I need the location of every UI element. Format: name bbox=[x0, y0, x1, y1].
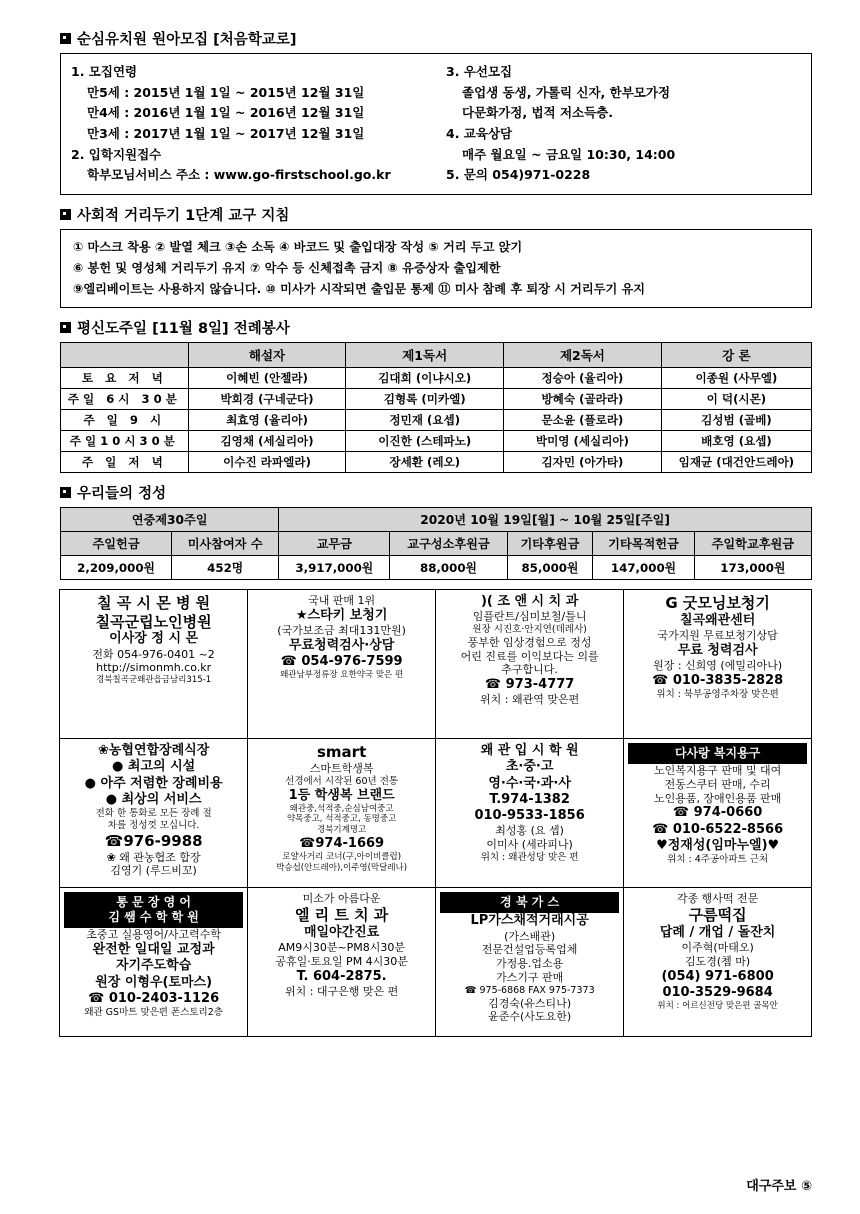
ad-line: AM9시30분~PM8시30분 bbox=[278, 941, 406, 955]
col-header: 제1독서 bbox=[346, 342, 504, 367]
col-header: 제2독서 bbox=[504, 342, 662, 367]
ad-line: 경북기계명고 bbox=[316, 825, 367, 836]
square-bullet-icon bbox=[60, 322, 71, 333]
distancing-box bbox=[60, 229, 812, 308]
table-row bbox=[61, 409, 812, 430]
ad-smart-school-uniform bbox=[247, 738, 436, 888]
col-header bbox=[61, 342, 189, 367]
ad-line: ☎ 010-6522-8566 bbox=[652, 821, 784, 837]
ad-line: 각종 행사떡 전문 bbox=[676, 892, 759, 906]
ad-line: (국가보조금 최대131만원) bbox=[277, 623, 406, 637]
col-header: 기타목적헌금 bbox=[593, 531, 694, 555]
ad-line: 로얄사거리 코너(구,아이비클럽) bbox=[282, 851, 402, 862]
section-title-text: 우리들의 정성 bbox=[77, 485, 167, 502]
cell: 이 덕(시몬) bbox=[661, 388, 811, 409]
ad-line: 김영기 (루드비꼬) bbox=[110, 864, 197, 878]
kindergarten-right-col bbox=[430, 62, 805, 186]
ad-line: 노인복지용구 판매 및 대여 bbox=[653, 764, 782, 778]
ad-line: 1등 학생복 브랜드 bbox=[288, 787, 395, 803]
col-header: 교무금 bbox=[279, 531, 390, 555]
ad-line: 무료청력검사·상담 bbox=[288, 637, 395, 653]
ad-elite-dental bbox=[247, 887, 436, 1037]
section-title-text: 순심유치원 원아모집 [처음학교로] bbox=[77, 32, 297, 48]
cell: 이진한 (스테파노) bbox=[346, 430, 504, 451]
cell: 85,000원 bbox=[507, 555, 593, 579]
ad-line: 위치 : 어르신전당 맞은편 골목안 bbox=[657, 1001, 778, 1012]
ad-line: 완전한 일대일 교정과 bbox=[92, 942, 215, 958]
ad-line: ★스타키 보청기 bbox=[295, 607, 388, 623]
ad-line: 가정용.업소용 bbox=[495, 957, 564, 971]
ad-line: 박승섭(안드레아),이주영(막달레나) bbox=[276, 862, 408, 873]
section-title-distancing bbox=[60, 204, 812, 225]
cell: 주일10시30분 bbox=[61, 430, 189, 451]
liturgy-table bbox=[60, 342, 812, 473]
ad-line: smart bbox=[317, 743, 367, 762]
ad-line: 임플란트/심미보철/틀니 bbox=[472, 610, 587, 624]
ad-line: ☎ 010-3835-2828 bbox=[652, 672, 784, 688]
table-row bbox=[61, 388, 812, 409]
ad-line: 010-3529-9684 bbox=[662, 984, 773, 1000]
col-header: 연중제30주일 bbox=[61, 507, 279, 531]
ad-line: 영·수·국·과·사 bbox=[488, 775, 571, 791]
ad-header-line: 김 쌤 수 학 학 원 bbox=[108, 910, 199, 925]
ad-line: 경북칠곡군왜관읍금남리315-1 bbox=[96, 675, 212, 686]
ad-line: 차를 정성껏 모십니다. bbox=[107, 820, 200, 832]
ad-line: 윤준수(사도요한) bbox=[488, 1010, 572, 1024]
cell: 토 요 저 녁 bbox=[61, 367, 189, 388]
cell: 452명 bbox=[172, 555, 279, 579]
ad-line: ☎974-1669 bbox=[299, 835, 385, 851]
ad-line: 스마트학생복 bbox=[309, 761, 374, 775]
ad-line: 칠곡군립노인병원 bbox=[95, 612, 212, 631]
ad-line: 최성홍 (요 셉) bbox=[495, 824, 564, 838]
cell: 최효영 (율리아) bbox=[188, 409, 346, 430]
col-header: 교구성소후원금 bbox=[390, 531, 507, 555]
ad-line: 무료 청력검사 bbox=[677, 642, 758, 658]
list-item: 다문화가정, 법적 저소득층. bbox=[462, 105, 614, 121]
table-row bbox=[61, 555, 812, 579]
cell: 88,000원 bbox=[390, 555, 507, 579]
ad-line: 이주혁(마태오) bbox=[681, 941, 754, 955]
ad-line: 위치 : 대구은행 맞은 편 bbox=[284, 984, 399, 998]
list-item: 2. 입학지원접수 bbox=[71, 146, 162, 162]
cell: 박희경 (구네군다) bbox=[188, 388, 346, 409]
ad-line: 가스기구 판매 bbox=[495, 970, 564, 984]
ad-line: 전화 054-976-0401 ~2 bbox=[92, 647, 215, 661]
cell: 2,209,000원 bbox=[61, 555, 172, 579]
ad-line: 전동스쿠터 판매, 수리 bbox=[664, 777, 771, 791]
cell: 장세환 (레오) bbox=[346, 451, 504, 472]
ad-line: 원장 : 신희영 (에밀리아나) bbox=[653, 658, 783, 672]
ad-line: 자기주도학습 bbox=[115, 958, 192, 974]
ad-line: 엘 리 트 치 과 bbox=[294, 906, 389, 925]
ad-line: 약목중고, 석적중고, 동명중고 bbox=[286, 814, 397, 825]
col-header: 주일학교후원금 bbox=[694, 531, 811, 555]
cell: 김영채 (세실리아) bbox=[188, 430, 346, 451]
cell: 임재균 (대건안드레아) bbox=[661, 451, 811, 472]
ad-line: 이미사 (세라피나) bbox=[486, 838, 573, 852]
ad-line: 칠 곡 시 몬 병 원 bbox=[97, 593, 211, 612]
cell: 김성범 (골베) bbox=[661, 409, 811, 430]
cell: 주일 6시 30분 bbox=[61, 388, 189, 409]
cell: 주 일 저 녁 bbox=[61, 451, 189, 472]
ad-header-line: 경 북 가 스 bbox=[500, 895, 560, 910]
cell: 이수진 라파엘라) bbox=[188, 451, 346, 472]
ad-line: 칠곡왜관센터 bbox=[679, 612, 756, 628]
ad-header bbox=[628, 743, 807, 764]
ad-line: 국가지원 무료보청기상담 bbox=[657, 628, 778, 642]
ad-line: 원장 이형우(토마스) bbox=[95, 974, 213, 990]
cell: 주 일 9 시 bbox=[61, 409, 189, 430]
ad-line: 구름떡집 bbox=[688, 906, 747, 925]
ad-line: 노인용품, 장애인용품 판매 bbox=[653, 791, 782, 805]
ad-line: )( 조 앤 시 치 과 bbox=[480, 593, 579, 609]
ad-waegwan-academy bbox=[435, 738, 624, 888]
list-item: 4. 교육상담 bbox=[446, 125, 513, 141]
ad-line: 매일야간진료 bbox=[303, 924, 380, 940]
ad-line: 위치 : 왜관성당 맞은 편 bbox=[480, 851, 579, 863]
ad-line: 위치 : 왜관역 맞은편 bbox=[480, 693, 580, 707]
ad-line: 선경에서 시작된 60년 전통 bbox=[285, 775, 399, 787]
ad-line: ☎ 973-4777 bbox=[484, 677, 575, 693]
ad-line: ☎ 975-6868 FAX 975-7373 bbox=[464, 984, 595, 996]
ad-line: T.974-1382 bbox=[489, 791, 570, 807]
ad-header-line: 통 문 장 영 어 bbox=[116, 895, 191, 910]
ad-header bbox=[64, 892, 243, 928]
ad-header-line: 다사랑 복지용구 bbox=[674, 746, 761, 761]
cell: 147,000원 bbox=[593, 555, 694, 579]
cell: 173,000원 bbox=[694, 555, 811, 579]
square-bullet-icon bbox=[60, 487, 71, 498]
col-header: 2020년 10월 19일[월] ~ 10월 25일[주일] bbox=[279, 507, 812, 531]
ad-line: T. 604-2875. bbox=[296, 968, 387, 984]
ad-line: http://simonmh.co.kr bbox=[96, 661, 212, 675]
ad-line: 공휴일·토요일 PM 4시30분 bbox=[275, 954, 408, 968]
cell: 이종원 (사무엘) bbox=[661, 367, 811, 388]
cell: 3,917,000원 bbox=[279, 555, 390, 579]
cell: 이혜빈 (안젤라) bbox=[188, 367, 346, 388]
ad-line: ☎ 010-2403-1126 bbox=[88, 990, 220, 1006]
section-title-text: 평신도주일 [11월 8일] 전례봉사 bbox=[77, 320, 290, 337]
ad-simon-hospital bbox=[59, 589, 248, 739]
ad-line: 왜 관 입 시 학 원 bbox=[480, 743, 579, 759]
list-item: 3. 우선모집 bbox=[446, 64, 513, 79]
ad-line: 원장 시진호·안지연(데레사) bbox=[472, 623, 587, 635]
table-row bbox=[61, 430, 812, 451]
ad-gyeongbuk-gas bbox=[435, 887, 624, 1037]
page-footer: 대구주보 ⑤ bbox=[746, 1179, 812, 1194]
list-item: 1. 모집연령 bbox=[71, 64, 138, 79]
ad-line: 김도경(쳄 마) bbox=[685, 954, 751, 968]
ad-line: (054) 971-6800 bbox=[661, 968, 774, 984]
cell: 방혜숙 (골라라) bbox=[504, 388, 662, 409]
guideline-line: ⑨엘리베이트는 사용하지 않습니다. ⑩ 미사가 시작되면 출입문 통제 ⑪ 미사 참례 후 퇴장 시 거리두기 유지 bbox=[73, 281, 646, 296]
cell: 문소윤 (플로라) bbox=[504, 409, 662, 430]
ad-line: 이사장 정 시 몬 bbox=[109, 631, 199, 647]
cell: 김형록 (미카엘) bbox=[346, 388, 504, 409]
square-bullet-icon bbox=[60, 209, 71, 220]
kindergarten-left-col bbox=[71, 62, 430, 186]
ad-line: ☎976-9988 bbox=[104, 831, 203, 850]
ad-line: 위치 : 4주공아파트 근처 bbox=[667, 854, 769, 866]
square-bullet-icon bbox=[60, 33, 71, 44]
ad-line: 전문건설업등록업체 bbox=[481, 943, 578, 957]
ad-line: 초·중·고 bbox=[505, 759, 554, 775]
ad-line: ❀농협연합장례식장 bbox=[97, 743, 210, 759]
list-item: 졸업생 동생, 가톨릭 신자, 한부모가정 bbox=[462, 84, 671, 100]
ad-line: 왜관남부정류장 요한약국 맞은 편 bbox=[280, 670, 404, 681]
cell: 김대희 (이냐시오) bbox=[346, 367, 504, 388]
cell: 김자민 (아가타) bbox=[504, 451, 662, 472]
col-header: 기타후원금 bbox=[507, 531, 593, 555]
ad-line: 어린 진료를 이익보다는 의를 bbox=[460, 649, 599, 663]
ad-line: ❀ 왜 관농협조 합장 bbox=[106, 850, 201, 864]
ad-line: 전화 한 통화로 모든 장례 절 bbox=[95, 808, 212, 820]
cell: 박미영 (세실리아) bbox=[504, 430, 662, 451]
ad-line: 초중고 실용영어/사고력수학 bbox=[86, 928, 221, 942]
ad-starkey-hearing bbox=[247, 589, 436, 739]
ad-tongmunjang-academy bbox=[59, 887, 248, 1037]
ad-line: ● 아주 저렴한 장례비용 bbox=[84, 775, 223, 791]
ad-line: 미소가 아름다운 bbox=[302, 892, 381, 906]
ad-header bbox=[440, 892, 619, 913]
ad-dasarang-welfare bbox=[623, 738, 812, 888]
list-item: 만4세 : 2016년 1월 1일 ~ 2016년 12월 31일 bbox=[87, 105, 365, 121]
ad-jo-ansi-dental bbox=[435, 589, 624, 739]
list-item: 매주 월요일 ~ 금요일 10:30, 14:00 bbox=[462, 146, 676, 162]
ad-line: ☎ 974-0660 bbox=[672, 805, 763, 821]
ad-line: 왜관 GS마트 맞은편 폰스토리2층 bbox=[84, 1007, 223, 1019]
col-header: 미사참여자 수 bbox=[172, 531, 279, 555]
ad-line: ♥정재성(임마누엘)♥ bbox=[656, 837, 780, 853]
kindergarten-box bbox=[60, 53, 812, 195]
ad-line: ☎ 054-976-7599 bbox=[280, 653, 403, 669]
table-row bbox=[61, 451, 812, 472]
guideline-line: ⑥ 봉헌 및 영성체 거리두기 유지 ⑦ 악수 등 신체접촉 금지 ⑧ 유증상자 출입제한 bbox=[73, 260, 501, 275]
ad-line: 추구합니다. bbox=[501, 663, 558, 677]
col-header: 해설자 bbox=[188, 342, 346, 367]
ad-line: 010-9533-1856 bbox=[474, 808, 585, 824]
ad-line: 풍부한 임상경험으로 정성 bbox=[467, 635, 592, 649]
cell: 배호영 (요셉) bbox=[661, 430, 811, 451]
list-item: 만5세 : 2015년 1월 1일 ~ 2015년 12월 31일 bbox=[87, 84, 365, 100]
table-header-row bbox=[61, 342, 812, 367]
section-title-liturgy bbox=[60, 317, 812, 338]
list-item: 5. 문의 054)971-0228 bbox=[446, 167, 591, 183]
col-header: 주일헌금 bbox=[61, 531, 172, 555]
ad-good-morning-hearing bbox=[623, 589, 812, 739]
ad-line: 위치 : 북부공영주차장 맞은편 bbox=[656, 688, 779, 700]
ad-line: 김경숙(유스티나) bbox=[488, 996, 572, 1010]
cell: 정승아 (율리아) bbox=[504, 367, 662, 388]
ad-line: 답례 / 개업 / 돌잔치 bbox=[659, 924, 776, 940]
advertisement-grid bbox=[60, 590, 812, 1038]
ad-nonghyup-funeral bbox=[59, 738, 248, 888]
ad-line: ● 최고의 시설 bbox=[112, 759, 196, 775]
table-header-row bbox=[61, 531, 812, 555]
ad-line: (가스배관) bbox=[504, 929, 556, 943]
ad-line: 국내 판매 1위 bbox=[308, 593, 376, 607]
list-item: 학부모님서비스 주소 : www.go-firstschool.go.kr bbox=[87, 167, 391, 183]
table-row bbox=[61, 367, 812, 388]
section-title-offering bbox=[60, 482, 812, 503]
ad-gureum-ricecake bbox=[623, 887, 812, 1037]
col-header: 강 론 bbox=[661, 342, 811, 367]
section-title-text: 사회적 거리두기 1단계 교구 지침 bbox=[77, 207, 290, 224]
cell: 정민재 (요셉) bbox=[346, 409, 504, 430]
ad-line: 왜관중,석적중,순심남여중고 bbox=[289, 803, 394, 814]
table-header-row bbox=[61, 507, 812, 531]
guideline-line: ① 마스크 착용 ② 발열 체크 ③손 소독 ④ 바코드 및 출입대장 작성 ⑤ 거리 두고 앉기 bbox=[73, 239, 523, 254]
offering-table bbox=[60, 507, 812, 580]
list-item: 만3세 : 2017년 1월 1일 ~ 2017년 12월 31일 bbox=[87, 125, 365, 141]
section-title-kindergarten bbox=[60, 28, 812, 49]
ad-line: LP가스채적거래시공 bbox=[470, 913, 589, 929]
ad-line: G 굿모닝보청기 bbox=[665, 593, 770, 612]
ad-line: ● 최상의 서비스 bbox=[105, 791, 202, 807]
